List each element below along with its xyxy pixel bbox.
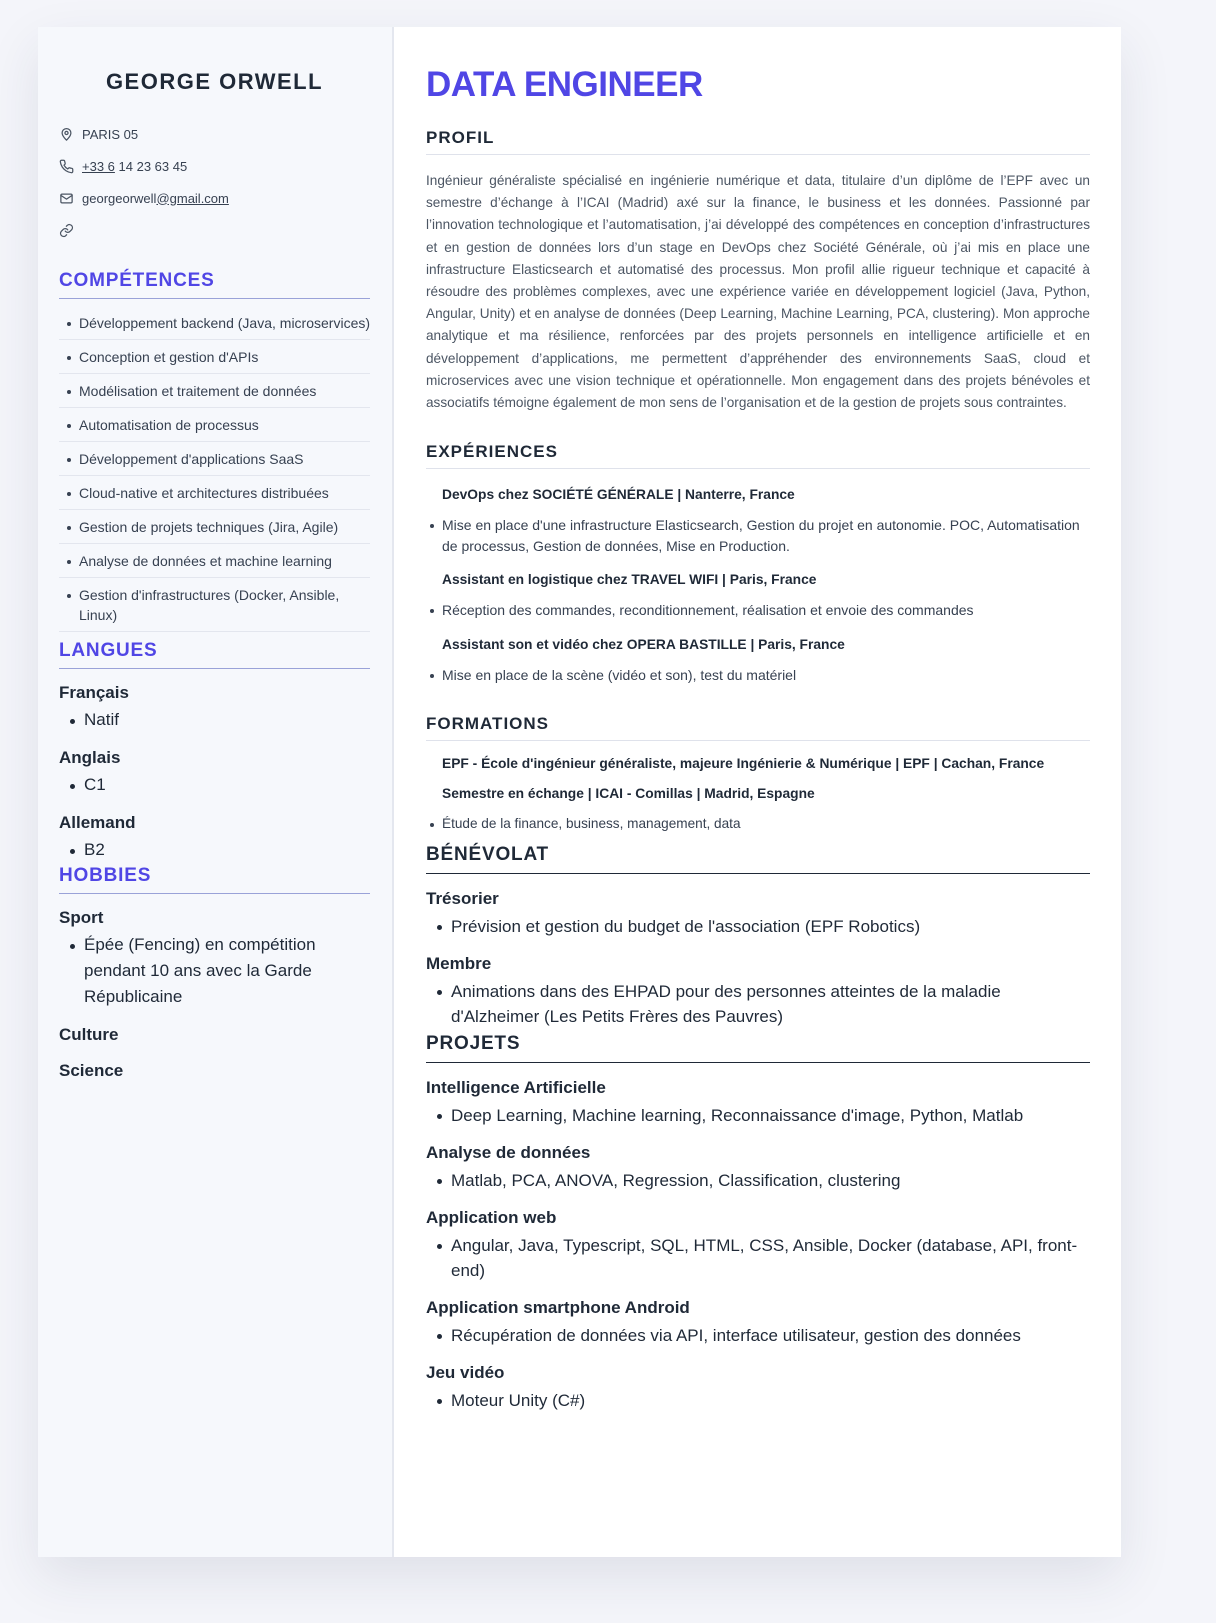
phone-prefix[interactable]: +33 6 — [82, 158, 115, 174]
skill-item: Développement backend (Java, microservices) — [59, 306, 370, 340]
hobbies-title: HOBBIES — [59, 865, 370, 894]
formation-heading: Semestre en échange | ICAI - Comillas | Madrid, Espagne — [442, 786, 815, 802]
location-text: PARIS 05 — [82, 126, 139, 142]
skill-item: Automatisation de processus — [59, 408, 370, 442]
skills-title: COMPÉTENCES — [59, 270, 370, 299]
project-detail: Deep Learning, Machine learning, Reconnaissance d'image, Python, Matlab — [426, 1103, 1090, 1128]
experience-heading: DevOps chez SOCIÉTÉ GÉNÉRALE | Nanterre, France — [442, 487, 795, 503]
hobby-name: Sport — [59, 908, 104, 927]
experience-detail: Mise en place de la scène (vidéo et son), test du matériel — [426, 665, 1090, 686]
candidate-name: GEORGE ORWELL — [105, 69, 324, 94]
skill-item: Modélisation et traitement de données — [59, 374, 370, 408]
volunteer-detail: Animations dans des EHPAD pour des personnes atteintes de la maladie d'Alzheimer (Les Petits Frères des Pauvres) — [426, 979, 1090, 1029]
language-name: Français — [59, 683, 129, 702]
profile-title: PROFIL — [426, 128, 1090, 155]
contact-email — [59, 188, 370, 208]
job-title: DATA ENGINEER — [426, 65, 703, 104]
sidebar — [38, 27, 394, 1557]
phone-link[interactable] — [82, 159, 187, 174]
profile-text: Ingénieur généraliste spécialisé en ingénierie numérique et data, titulaire d’un diplôme de l’EPF avec un semestre d’échange à l’ICAI (Madrid) axé sur la finance, le business et les données. Passionné par l’innovation technologique et l’automatisation, j’ai développé des compétences en conception d’infrastructures et en gestion de données lors d’un stage en DevOps chez Société Générale, où j’ai mis en place une infrastructure Elasticsearch et automatisé des processus. Mon profil allie rigueur technique et capacité à résoudre des problèmes complexes, avec une expérience variée en développement logiciel (Java, Python, Angular, Unity) et en analyse de données (Deep Learning, Machine Learning, PCA, clustering). Mon approche analytique et ma résilience, renforcées par des projets personnels en intelligence artificielle et en développement d’applications, me permettent d’appréhender des environnements SaaS, cloud et microservices avec une vision technique et opérationnelle. Mon engagement dans des projets bénévoles et associatifs témoigne également de mon sens de l’organisation et de la gestion de projets sous contraintes. — [426, 173, 1090, 411]
skill-item: Développement d'applications SaaS — [59, 442, 370, 476]
language-level: Natif — [59, 707, 370, 733]
project-name: Application web — [426, 1207, 557, 1227]
volunteer-role: Membre — [426, 953, 492, 973]
resume-page — [38, 27, 1121, 1557]
project-detail: Moteur Unity (C#) — [426, 1388, 1090, 1413]
link-icon[interactable] — [59, 223, 74, 238]
formations-title: FORMATIONS — [426, 714, 1090, 741]
projects-section — [426, 1033, 1090, 1413]
skill-item: Analyse de données et machine learning — [59, 544, 370, 578]
language-name: Anglais — [59, 748, 121, 767]
mail-icon — [59, 191, 74, 206]
email-domain[interactable]: @gmail.com — [156, 190, 229, 206]
email-user: georgeorwell — [82, 190, 157, 206]
language-name: Allemand — [59, 813, 136, 832]
volunteer-section — [426, 844, 1090, 1029]
project-name: Intelligence Artificielle — [426, 1077, 606, 1097]
experiences-title: EXPÉRIENCES — [426, 442, 1090, 469]
experiences-section — [426, 442, 1090, 685]
skill-item: Gestion de projets techniques (Jira, Agile) — [59, 510, 370, 544]
languages-section — [59, 640, 370, 863]
hobby-name: Science — [59, 1061, 124, 1080]
experience-detail: Mise en place d'une infrastructure Elasticsearch, Gestion du projet en autonomie. POC, Automatisation de processus, Gestion de données, Mise en Production. — [426, 515, 1090, 556]
formation-detail: Étude de la finance, business, management, data — [426, 814, 1090, 835]
experience-detail: Réception des commandes, reconditionnement, réalisation et envoie des commandes — [426, 600, 1090, 621]
skill-item: Cloud-native et architectures distribuées — [59, 476, 370, 510]
contact-location — [59, 124, 370, 144]
contact-phone — [59, 156, 370, 176]
hobby-detail: Épée (Fencing) en compétition pendant 10 ans avec la Garde Républicaine — [59, 932, 370, 1010]
skill-item: Conception et gestion d'APIs — [59, 340, 370, 374]
email-link[interactable] — [82, 191, 229, 206]
volunteer-title: BÉNÉVOLAT — [426, 844, 1090, 874]
hobbies-section — [59, 865, 370, 1082]
map-pin-icon — [59, 127, 74, 142]
volunteer-detail: Prévision et gestion du budget de l'association (EPF Robotics) — [426, 914, 1090, 939]
project-name: Analyse de données — [426, 1142, 591, 1162]
experience-heading: Assistant en logistique chez TRAVEL WIFI | Paris, France — [442, 572, 817, 588]
languages-title: LANGUES — [59, 640, 370, 669]
project-name: Application smartphone Android — [426, 1297, 690, 1317]
formations-section — [426, 714, 1090, 835]
profile-section — [426, 128, 1090, 414]
project-name: Jeu vidéo — [426, 1362, 505, 1382]
project-detail: Angular, Java, Typescript, SQL, HTML, CSS, Ansible, Docker (database, API, front-end) — [426, 1233, 1090, 1283]
contact-link[interactable] — [59, 220, 370, 240]
project-detail: Matlab, PCA, ANOVA, Regression, Classification, clustering — [426, 1168, 1090, 1193]
projects-title: PROJETS — [426, 1033, 1090, 1063]
hobby-name: Culture — [59, 1025, 119, 1044]
phone-rest: 14 23 63 45 — [114, 158, 188, 174]
language-level: B2 — [59, 837, 370, 863]
volunteer-role: Trésorier — [426, 888, 499, 908]
skill-item: Gestion d'infrastructures (Docker, Ansible, Linux) — [59, 578, 370, 632]
project-detail: Récupération de données via API, interface utilisateur, gestion des données — [426, 1323, 1090, 1348]
experience-heading: Assistant son et vidéo chez OPERA BASTILLE | Paris, France — [442, 636, 845, 652]
phone-icon — [59, 159, 74, 174]
main-content — [394, 27, 1121, 1557]
skills-list — [59, 306, 370, 632]
formation-heading: EPF - École d'ingénieur généraliste, majeure Ingénierie & Numérique | EPF | Cachan, France — [442, 756, 1045, 772]
language-level: C1 — [59, 772, 370, 798]
